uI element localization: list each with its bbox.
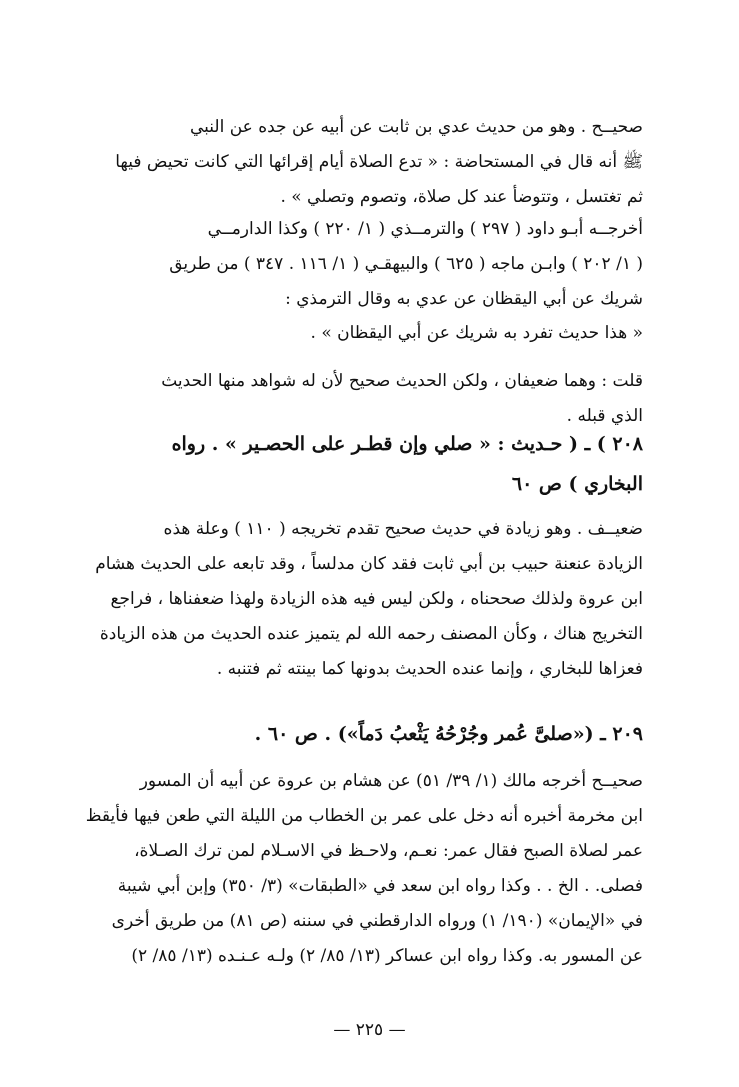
text-line: أخرجــه أبـو داود ( ٢٩٧ ) والترمــذي ( ١/ ٢٢٠ ) وكذا الدارمــي [207, 219, 643, 239]
text-line: ابن مخرمة أخبره أنه دخل على عمر بن الخطاب من الليلة التي طعن فيها فأيقظ [85, 806, 643, 826]
hadith-209-heading [69, 714, 643, 754]
paragraph-hadith-207-takhrij [69, 212, 643, 317]
heading-line: ٢٠٩ ـ («صلىَّ عُمر وجُرْحُهُ يَثْعبُ دَماً») . ص ٦٠ . [254, 723, 643, 745]
text-line: الزيادة عنعنة حبيب بن أبي ثابت فقد كان مدلساً ، وقد تابعه على الحديث هشام [95, 554, 643, 574]
text-line: ﷺ أنه قال في المستحاضة : « تدع الصلاة أيام إقرائها التي كانت تحيض فيها [115, 152, 643, 172]
paragraph-hadith-209-grading [69, 764, 643, 974]
text-line: قلت : وهما ضعيفان ، ولكن الحديث صحيح لأن له شواهد منها الحديث [161, 371, 643, 391]
text-line: عن المسور به. وكذا رواه ابن عساكر (١٣/ ٨٥/ ٢) ولـه عـنـده (١٣/ ٨٥/ ٢) [131, 946, 643, 966]
text-line: صحيــح . وهو من حديث عدي بن ثابت عن أبيه عن جده عن النبي [190, 117, 643, 137]
text-line: عمر لصلاة الصبح فقال عمر: نعـم، ولاحـظ في الاسـلام لمن ترك الصـلاة، [134, 841, 643, 861]
text-line: صحيــح أخرجه مالك (١/ ٣٩/ ٥١) عن هشام بن عروة عن أبيه أن المسور [139, 771, 643, 791]
paragraph-hadith-207-grading [69, 110, 643, 215]
heading-line: البخاري ) ص ٦٠ [511, 473, 643, 495]
text-line: ابن عروة ولذلك صححناه ، ولكن ليس فيه هذه الزيادة ولهذا ضعفناها ، فراجع [110, 589, 643, 609]
text-line: ضعيــف . وهو زيادة في حديث صحيح تقدم تخريجه ( ١١٠ ) وعلة هذه [163, 519, 643, 539]
heading-line: ٢٠٨ ) ـ ( حـديث : « صلي وإن قطـر على الحصـير » . رواه [171, 433, 643, 455]
page-number: — ٢٢٥ — [333, 1020, 406, 1040]
text-line: فصلى. . الخ . . وكذا رواه ابن سعد في «الطبقات» (٣/ ٣٥٠) وإبن أبي شيبة [117, 876, 643, 896]
text-line: « هذا حديث تفرد به شريك عن أبي اليقظان » . [310, 323, 643, 343]
text-line: التخريج هناك ، وكأن المصنف رحمه الله لم يتميز عنده الحديث من هذه الزيادة [99, 624, 643, 644]
paragraph-hadith-208-grading [69, 512, 643, 687]
text-line: ثم تغتسل ، وتتوضأ عند كل صلاة، وتصوم وتصلي » . [280, 187, 643, 207]
text-line: في «الإيمان» (١٩٠/ ١) ورواه الدارقطني في سننه (ص ٨١) من طريق أخرى [111, 911, 643, 931]
text-line: الذي قبله . [566, 406, 643, 426]
paragraph-tirmidhi-quote [69, 316, 643, 351]
text-line: شريك عن أبي اليقظان عن عدي به وقال الترمذي : [285, 289, 643, 309]
hadith-208-heading [69, 424, 643, 504]
text-line: فعزاها للبخاري ، وإنما عنده الحديث بدونها كما بينته ثم فتنبه . [216, 659, 643, 679]
text-line: ( ١/ ٢٠٢ ) وابـن ماجه ( ٦٢٥ ) والبيهقـي ( ١/ ١١٦ . ٣٤٧ ) من طريق [169, 254, 643, 274]
